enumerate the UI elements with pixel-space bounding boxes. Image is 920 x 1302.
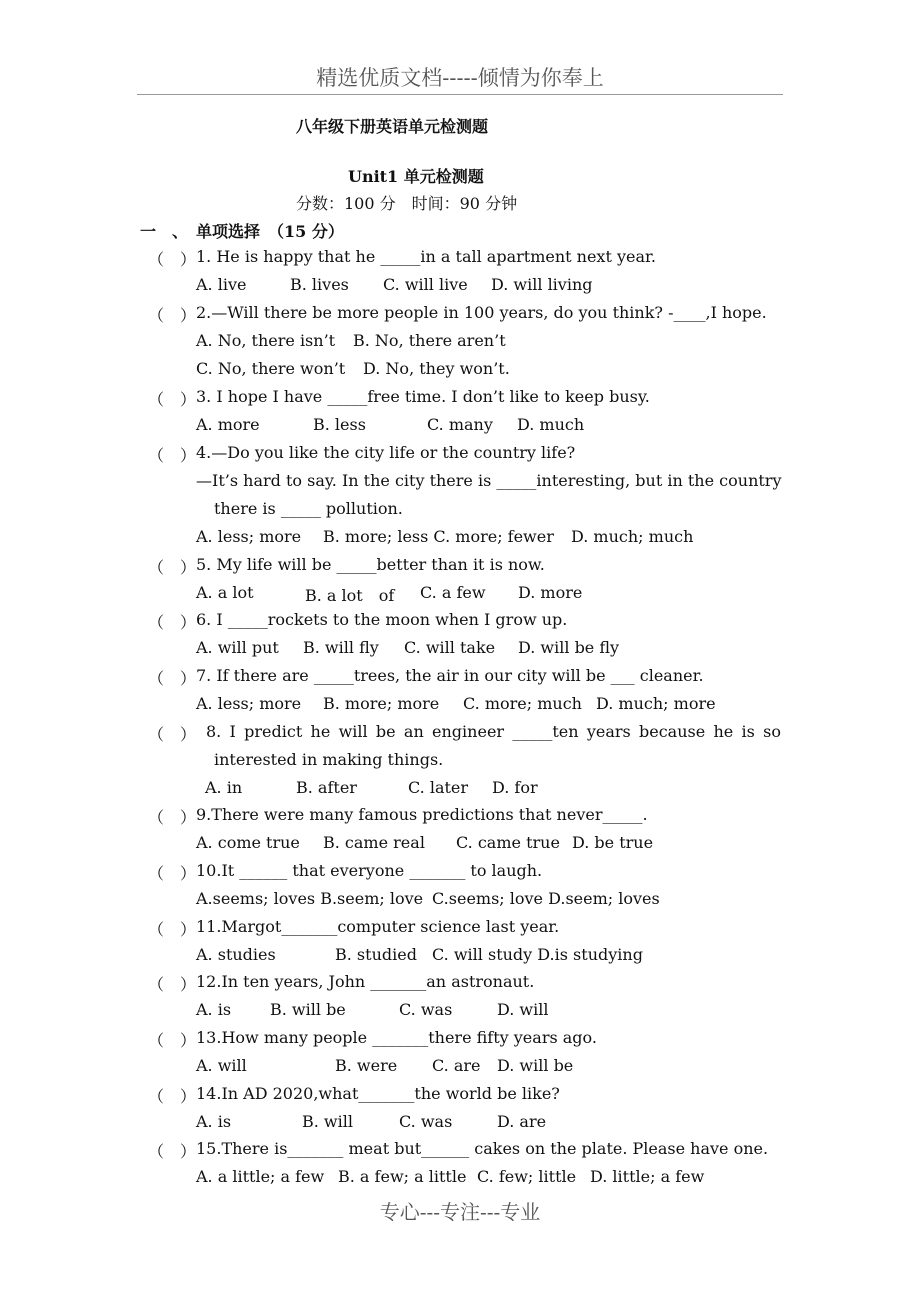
question-14-option-b: B. will <box>302 1112 353 1131</box>
question-11-paren: （ ） <box>148 920 197 939</box>
question-15-option-a: A. a little; a few <box>196 1167 325 1186</box>
page-header: 精选优质文档-----倾情为你奉上 <box>316 66 604 90</box>
question-2-option-a: A. No, there isn’t <box>196 331 336 350</box>
question-6-paren: （ ） <box>148 613 197 632</box>
question-5-paren: （ ） <box>148 558 197 577</box>
question-7-option-b: B. more; more <box>323 694 440 713</box>
question-8-option-d: D. for <box>492 778 538 797</box>
question-6-option-c: C. will take <box>404 638 496 657</box>
question-15-option-b: B. a few; a little <box>338 1167 467 1186</box>
question-9-option-c: C. came true <box>456 833 560 852</box>
question-5-option-a: A. a lot <box>196 583 254 602</box>
question-3-option-b: B. less <box>313 415 366 434</box>
question-4-option-b: B. more; less C. more; fewer <box>323 527 554 546</box>
question-15-option-d: D. little; a few <box>590 1167 705 1186</box>
question-1-option-c: C. will live <box>383 275 468 294</box>
question-4-option-d: D. much; much <box>571 527 694 546</box>
question-14-option-d: D. are <box>497 1112 547 1131</box>
question-5-stem: 5. My life will be _____better than it is now. <box>196 555 545 574</box>
question-1-option-d: D. will living <box>491 275 593 294</box>
question-6-stem: 6. I _____rockets to the moon when I grow up. <box>196 610 568 629</box>
question-10-paren: （ ） <box>148 864 197 883</box>
question-6-option-d: D. will be fly <box>518 638 620 657</box>
question-1-option-a: A. live <box>196 275 247 294</box>
question-12-option-c: C. was <box>399 1000 453 1019</box>
question-4-stem-line-2: —It’s hard to say. In the city there is _____interesting, but in the country <box>196 471 782 490</box>
question-7-paren: （ ） <box>148 669 197 688</box>
question-2-option-d: D. No, they won’t. <box>363 359 510 378</box>
question-6-option-a: A. will put <box>196 638 279 657</box>
score-time-line: 分数：100 分 时间：90 分钟 <box>296 194 518 213</box>
question-11-option-b: B. studied <box>335 945 417 964</box>
question-4-paren: （ ） <box>148 446 197 465</box>
question-1-stem: 1. He is happy that he _____in a tall apartment next year. <box>196 247 656 266</box>
question-3-stem: 3. I hope I have _____free time. I don’t like to keep busy. <box>196 387 650 406</box>
question-8-paren: （ ） <box>148 725 197 744</box>
question-9-stem: 9.There were many famous predictions that never_____. <box>196 805 648 824</box>
question-4-stem-line-3: there is _____ pollution. <box>214 499 403 518</box>
question-3-option-d: D. much <box>517 415 585 434</box>
question-14-option-a: A. is <box>196 1112 232 1131</box>
question-10-options-cd: C.seems; love D.seem; loves <box>432 889 660 908</box>
header-rule <box>137 94 783 95</box>
question-11-stem: 11.Margot_______computer science last year. <box>196 917 560 936</box>
question-11-options-cd: C. will study D.is studying <box>432 945 643 964</box>
question-13-option-c: C. are <box>432 1056 481 1075</box>
question-9-option-a: A. come true <box>196 833 300 852</box>
question-2-option-b: B. No, there aren’t <box>353 331 506 350</box>
page-footer: 专心---专注---专业 <box>379 1200 541 1224</box>
question-9-option-d: D. be true <box>572 833 654 852</box>
question-8-stem-line-2: interested in making things. <box>214 750 444 769</box>
question-8-stem: 8. I predict he will be an engineer _____ten years because he is so <box>206 722 781 741</box>
question-14-stem: 14.In AD 2020,what_______the world be like? <box>196 1084 560 1103</box>
question-5-option-d: D. more <box>518 583 583 602</box>
question-13-stem: 13.How many people _______there fifty years ago. <box>196 1028 597 1047</box>
question-12-option-b: B. will be <box>270 1000 346 1019</box>
question-5-option-c: C. a few <box>420 583 486 602</box>
question-12-paren: （ ） <box>148 975 197 994</box>
section-heading: 一 、 单项选择 （15 分） <box>140 222 344 241</box>
question-5-option-b: B. a lot of <box>305 586 395 605</box>
question-6-option-b: B. will fly <box>303 638 379 657</box>
question-12-option-d: D. will <box>497 1000 549 1019</box>
question-13-option-b: B. were <box>335 1056 398 1075</box>
question-13-option-a: A. will <box>196 1056 247 1075</box>
question-3-option-a: A. more <box>196 415 260 434</box>
question-8-option-b: B. after <box>296 778 357 797</box>
question-12-stem: 12.In ten years, John _______an astronaut. <box>196 972 535 991</box>
question-7-option-c: C. more; much <box>463 694 582 713</box>
question-10-stem: 10.It ______ that everyone _______ to laugh. <box>196 861 543 880</box>
question-10-options-ab: A.seems; loves B.seem; love <box>196 889 424 908</box>
question-3-paren: （ ） <box>148 390 197 409</box>
question-3-option-c: C. many <box>427 415 493 434</box>
question-11-option-a: A. studies <box>196 945 276 964</box>
question-14-paren: （ ） <box>148 1087 197 1106</box>
question-8-option-a: A. in <box>205 778 243 797</box>
question-1-paren: （ ） <box>148 250 197 269</box>
question-15-option-c: C. few; little <box>477 1167 577 1186</box>
question-12-option-a: A. is <box>196 1000 232 1019</box>
question-8-option-c: C. later <box>408 778 469 797</box>
question-2-option-c: C. No, there won’t <box>196 359 346 378</box>
question-14-option-c: C. was <box>399 1112 453 1131</box>
question-13-paren: （ ） <box>148 1031 197 1050</box>
question-15-stem: 15.There is_______ meat but______ cakes on the plate. Please have one. <box>196 1139 769 1158</box>
question-2-stem: 2.—Will there be more people in 100 years, do you think? -____,I hope. <box>196 303 767 322</box>
unit-title: Unit1 单元检测题 <box>348 167 484 186</box>
question-2-paren: （ ） <box>148 306 197 325</box>
question-7-option-d: D. much; more <box>596 694 716 713</box>
question-4-stem: 4.—Do you like the city life or the country life? <box>196 443 576 462</box>
question-13-option-d: D. will be <box>497 1056 574 1075</box>
document-title: 八年级下册英语单元检测题 <box>296 117 489 136</box>
question-1-option-b: B. lives <box>290 275 349 294</box>
question-15-paren: （ ） <box>148 1142 197 1161</box>
question-9-option-b: B. came real <box>323 833 425 852</box>
question-9-paren: （ ） <box>148 808 197 827</box>
question-7-stem: 7. If there are _____trees, the air in our city will be ___ cleaner. <box>196 666 704 685</box>
question-4-option-a: A. less; more <box>196 527 302 546</box>
question-7-option-a: A. less; more <box>196 694 302 713</box>
